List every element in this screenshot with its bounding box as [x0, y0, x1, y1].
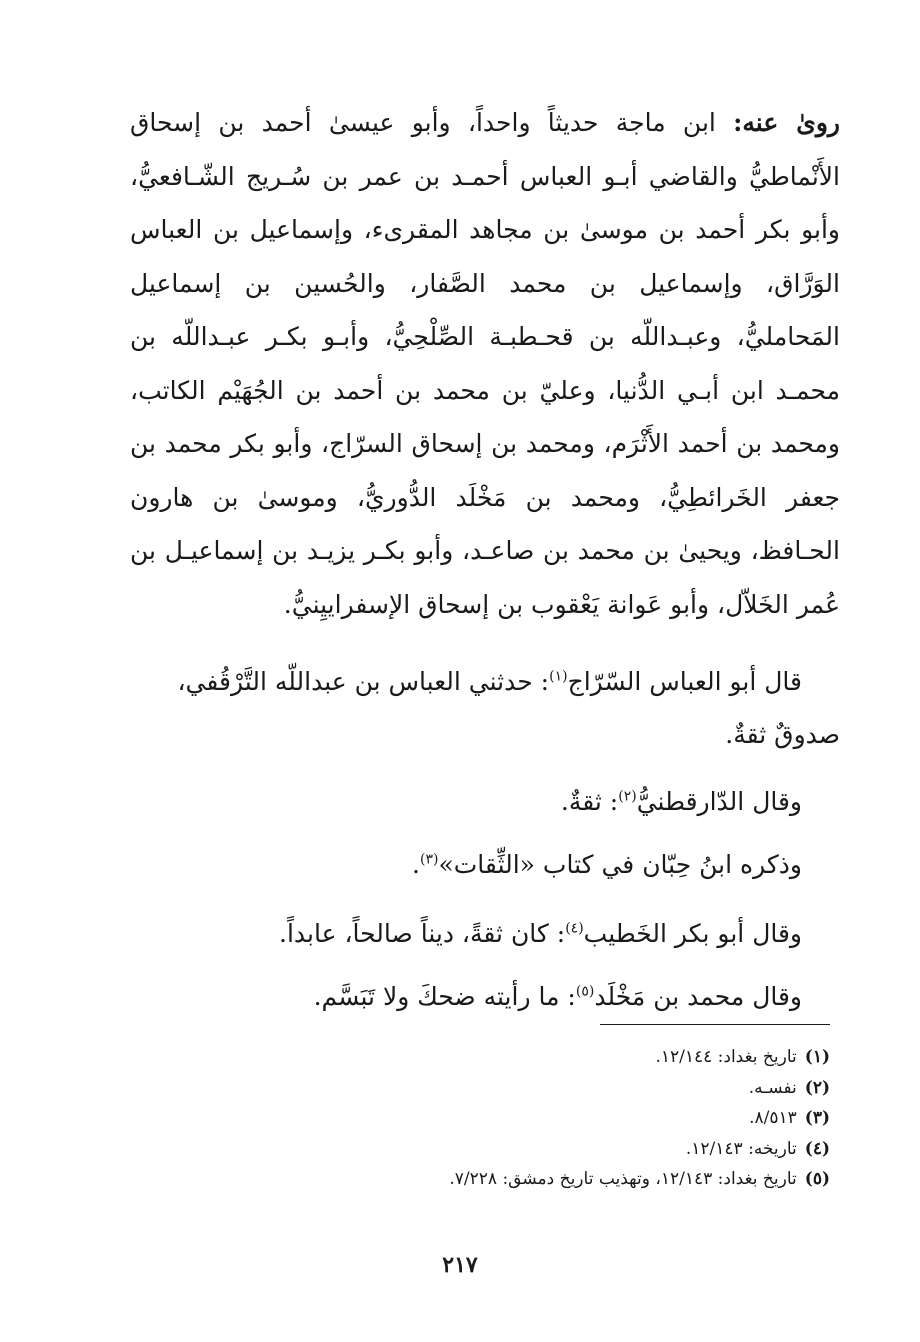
quote-text: .	[412, 850, 420, 879]
footnote-text: نفسـه.	[748, 1077, 797, 1098]
quote-khatib	[130, 907, 840, 960]
quote-text: : كان ثقةً، ديناً صالحاً، عابداً.	[279, 919, 566, 948]
narrators-paragraph	[130, 96, 840, 631]
quote-continuation: صدوقٌ ثقةٌ.	[725, 720, 840, 749]
quote-text: وقال أبو بكر الخَطيب	[583, 919, 802, 948]
footnote-ref: (١)	[549, 668, 568, 685]
footnote-number: (١)	[804, 1047, 830, 1067]
footnote-number: (٥)	[804, 1169, 830, 1189]
footnote-ref: (٥)	[575, 983, 595, 1000]
footnote-ref: (٢)	[618, 788, 637, 805]
quote-ibn-hibban	[130, 838, 840, 891]
footnote-2	[230, 1073, 830, 1104]
footnote-3	[230, 1103, 830, 1134]
page-number: ٢١٧	[442, 1252, 478, 1278]
quote-text: وذكره ابنُ حِبّان في كتاب «الثِّقات»	[438, 850, 802, 879]
quote-text: : حدثني العباس بن عبداللّه التَّرْقُفي،	[177, 667, 550, 696]
footnote-1	[230, 1042, 830, 1073]
quote-text: : ثقةٌ.	[560, 787, 619, 816]
quote-text: : ما رأيته ضحكَ ولا تَبَسَّم.	[313, 982, 576, 1011]
footnote-text: تاريخ بغداد: ١٢/١٤٣، وتهذيب تاريخ دمشق: ٧/٢٢٨.	[449, 1169, 797, 1189]
footnote-number: (٤)	[804, 1138, 830, 1159]
narrators-heading: رویٰ عنه:	[733, 108, 840, 137]
footnote-text: تاريخه: ١٢/١٤٣.	[685, 1138, 797, 1159]
footnote-number: (٢)	[804, 1077, 830, 1098]
quote-makhlad	[130, 970, 840, 1023]
footnotes	[230, 1042, 830, 1195]
footnote-text: تاريخ بغداد: ١٢/١٤٤.	[655, 1047, 797, 1067]
quote-text: وقال محمد بن مَخْلَد	[594, 982, 802, 1011]
quote-text: قال أبو العباس السّرّاج	[567, 667, 802, 696]
footnote-4	[230, 1134, 830, 1165]
footnote-ref: (٤)	[565, 920, 584, 937]
quote-text: وقال الدّارقطنيُّ	[636, 787, 802, 816]
footnote-separator	[600, 1024, 830, 1025]
page-body	[130, 96, 840, 1023]
footnote-text: ٨/٥١٣.	[749, 1108, 797, 1128]
quote-sarraj	[130, 655, 840, 761]
footnote-number: (٣)	[804, 1108, 830, 1128]
footnote-ref: (٣)	[420, 851, 439, 868]
quote-daraqutni	[130, 775, 840, 828]
narrators-text: ابن ماجة حديثاً واحداً، وأبو عيسىٰ أحمد بن إسحاق الأَنْماطيُّ والقاضي أبـو العباس أحمـد بن عمر بن سُـريج الشّـافعيُّ، وأبو بكر أحمد بن موسىٰ بن مجاهد المقرىء، وإسماعيل بن العباس الوَرَّاق، وإسماعيل بن محمد الصَّفار، والحُسين بن إسماعيل المَحامليُّ، وعبـداللّه بن قحـطبـة الصِّلْحِيُّ، وأبـو بكـر عبـداللّه بن محمـد ابن أبـي الدُّنيا، وعليّ بن محمد بن أحمد بن الجُهَيْم الكاتب، ومحمد بن أحمد الأَثْرَم، ومحمد بن إسحاق السرّاج، وأبو بكر محمد بن جعفر الخَرائطِيُّ، ومحمد بن مَخْلَد الدُّوريُّ، وموسىٰ بن هارون الحـافظ، ويحيىٰ بن محمد بن صاعـد، وأبو بكـر يزيـد بن إسماعيـل بن عُمر الخَلاّل، وأبو عَوانة يَعْقوب بن إسحاق الإسفراييِنيُّ.	[130, 108, 840, 619]
footnote-5	[230, 1164, 830, 1195]
